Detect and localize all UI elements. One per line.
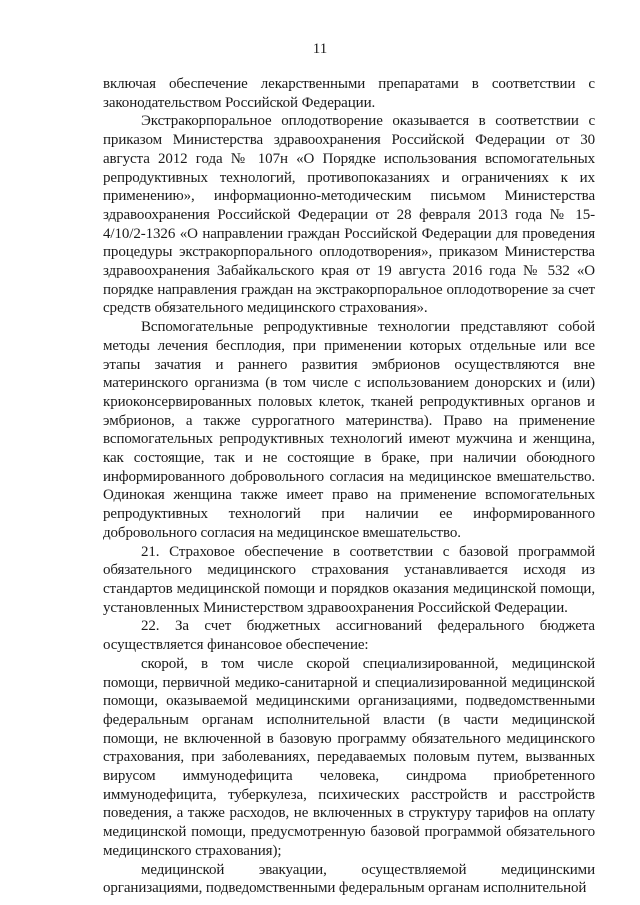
paragraph-item-21: 21. Страховое обеспечение в соответствии с базовой программой обязательного медицинского страхования устанавливается исходя из стандартов медицинской помощи и порядков оказания медицинской помощи, установленных Министерством здравоохранения Российской Федерации. — [103, 543, 595, 616]
paragraph-emergency-care: скорой, в том числе скорой специализированной, медицинской помощи, первичной медико-санитарной и специализированной медицинской помощи, оказываемой медицинскими организациями, подведомственными федеральным органам исполнительной власти (в части медицинской помощи, не включенной в базовую программу обязательного медицинского страхования, при заболеваниях, передаваемых половым путем, вызванных вирусом иммунодефицита человека, синдрома приобретенного иммунодефицита, туберкулеза, психических расстройств и расстройств поведения, а также расходов, не включенных в структуру тарифов на оплату медицинской помощи, предусмотренную базовой программой обязательного медицинского страхования); — [103, 655, 595, 859]
paragraph-continuation: включая обеспечение лекарственными препаратами в соответствии с законодательством Российской Федерации. — [103, 76, 595, 111]
page-number: 11 — [312, 41, 328, 57]
paragraph-item-22: 22. За счет бюджетных ассигнований федерального бюджета осуществляется финансовое обеспечение: — [103, 618, 595, 654]
paragraph-ivf-regulation: Экстракорпоральное оплодотворение оказывается в соответствии с приказом Министерства здравоохранения Российской Федерации от 30 августа 2012 года № 107н «О Порядке использования вспомогательных репродуктивных технологий, противопоказаниях и ограничениях к их применению», информационно-методическим письмом Министерства здравоохранения Российской Федерации от 28 февраля 2013 года № 15-4/10/2-1326 «О направлении граждан Российской Федерации для проведения процедуры экстракорпорального оплодотворения», приказом Министерства здравоохранения Забайкальского края от 19 августа 2016 года № 532 «О порядке направления граждан на экстракорпоральное оплодотворение за счет средств обязательного медицинского страхования». — [103, 113, 595, 317]
paragraph-medical-evacuation: медицинской эвакуации, осуществляемой медицинскими организациями, подведомственными федеральным органам исполнительной — [103, 861, 595, 897]
document-body — [103, 75, 595, 898]
paragraph-art-definition: Вспомогательные репродуктивные технологии представляют собой методы лечения бесплодия, при применении которых отдельные или все этапы зачатия и раннего развития эмбрионов осуществляются вне материнского организма (в том числе с использованием донорских и (или) криоконсервированных половых клеток, тканей репродуктивных органов и эмбрионов, а также суррогатного материнства). Право на применение вспомогательных репродуктивных технологий имеют мужчина и женщина, как состоящие, так и не состоящие в браке, при наличии обоюдного информированного добровольного согласия на медицинское вмешательство. Одинокая женщина также имеет право на применение вспомогательных репродуктивных технологий при наличии ее информированного добровольного согласия на медицинское вмешательство. — [103, 319, 595, 541]
